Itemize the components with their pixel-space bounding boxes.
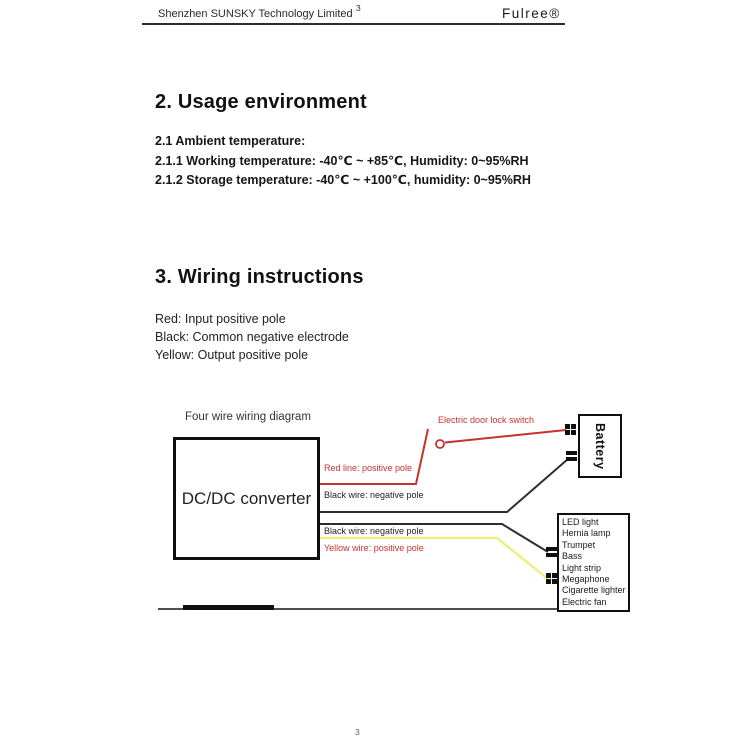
black-wire-lower-label: Black wire: negative pole [324,526,424,536]
battery-negative-terminal-icon [566,451,577,461]
wiring-line: Black: Common negative electrode [155,330,349,344]
loads-list-box [557,513,630,612]
battery-box [578,414,622,478]
diagram-caption: Four wire wiring diagram [185,411,311,423]
red-wire-label: Red line: positive pole [324,463,413,473]
usage-line: 2.1.2 Storage temperature: -40℃ ~ +100℃, humidity: 0~95%RH [155,173,531,187]
load-item: Trumpet [562,539,596,550]
switch-contact-icon [436,440,444,448]
wiring-section-title: 3. Wiring instructions [155,266,364,288]
header-company-name: Shenzhen SUNSKY Technology Limited [158,8,353,20]
door-lock-switch-label: Electric door lock switch [438,415,535,425]
page-number: 3 [355,727,360,737]
wiring-line: Yellow: Output positive pole [155,348,309,362]
black-wire-upper-label: Black wire: negative pole [324,490,424,500]
red-wire [320,429,428,484]
battery-label: Battery [593,422,607,470]
header-superscript: 3 [356,3,361,13]
ground-bar-icon [183,605,274,610]
load-item: Megaphone [562,574,610,585]
dcdc-converter-box [173,437,320,560]
usage-section-title: 2. Usage environment [155,91,367,113]
load-item: Cigarette lighter [562,585,626,596]
usage-line: 2.1.1 Working temperature: -40℃ ~ +85℃, Humidity: 0~95%RH [155,153,529,168]
yellow-wire-label: Yellow wire: positive pole [324,543,424,553]
header-brand-logo: Fulree® [502,6,561,21]
load-item: Electric fan [562,596,607,607]
load-item: Light strip [562,562,602,573]
usage-line: 2.1 Ambient temperature: [155,134,306,148]
wiring-line: Red: Input positive pole [155,312,286,326]
load-item: Bass [562,551,583,562]
battery-positive-terminal-icon [565,424,576,435]
red-wire-to-battery [445,430,566,443]
dcdc-converter-label: DC/DC converter [181,488,312,508]
load-item: LED light [562,517,599,527]
load-item: Hernia lamp [562,528,611,539]
